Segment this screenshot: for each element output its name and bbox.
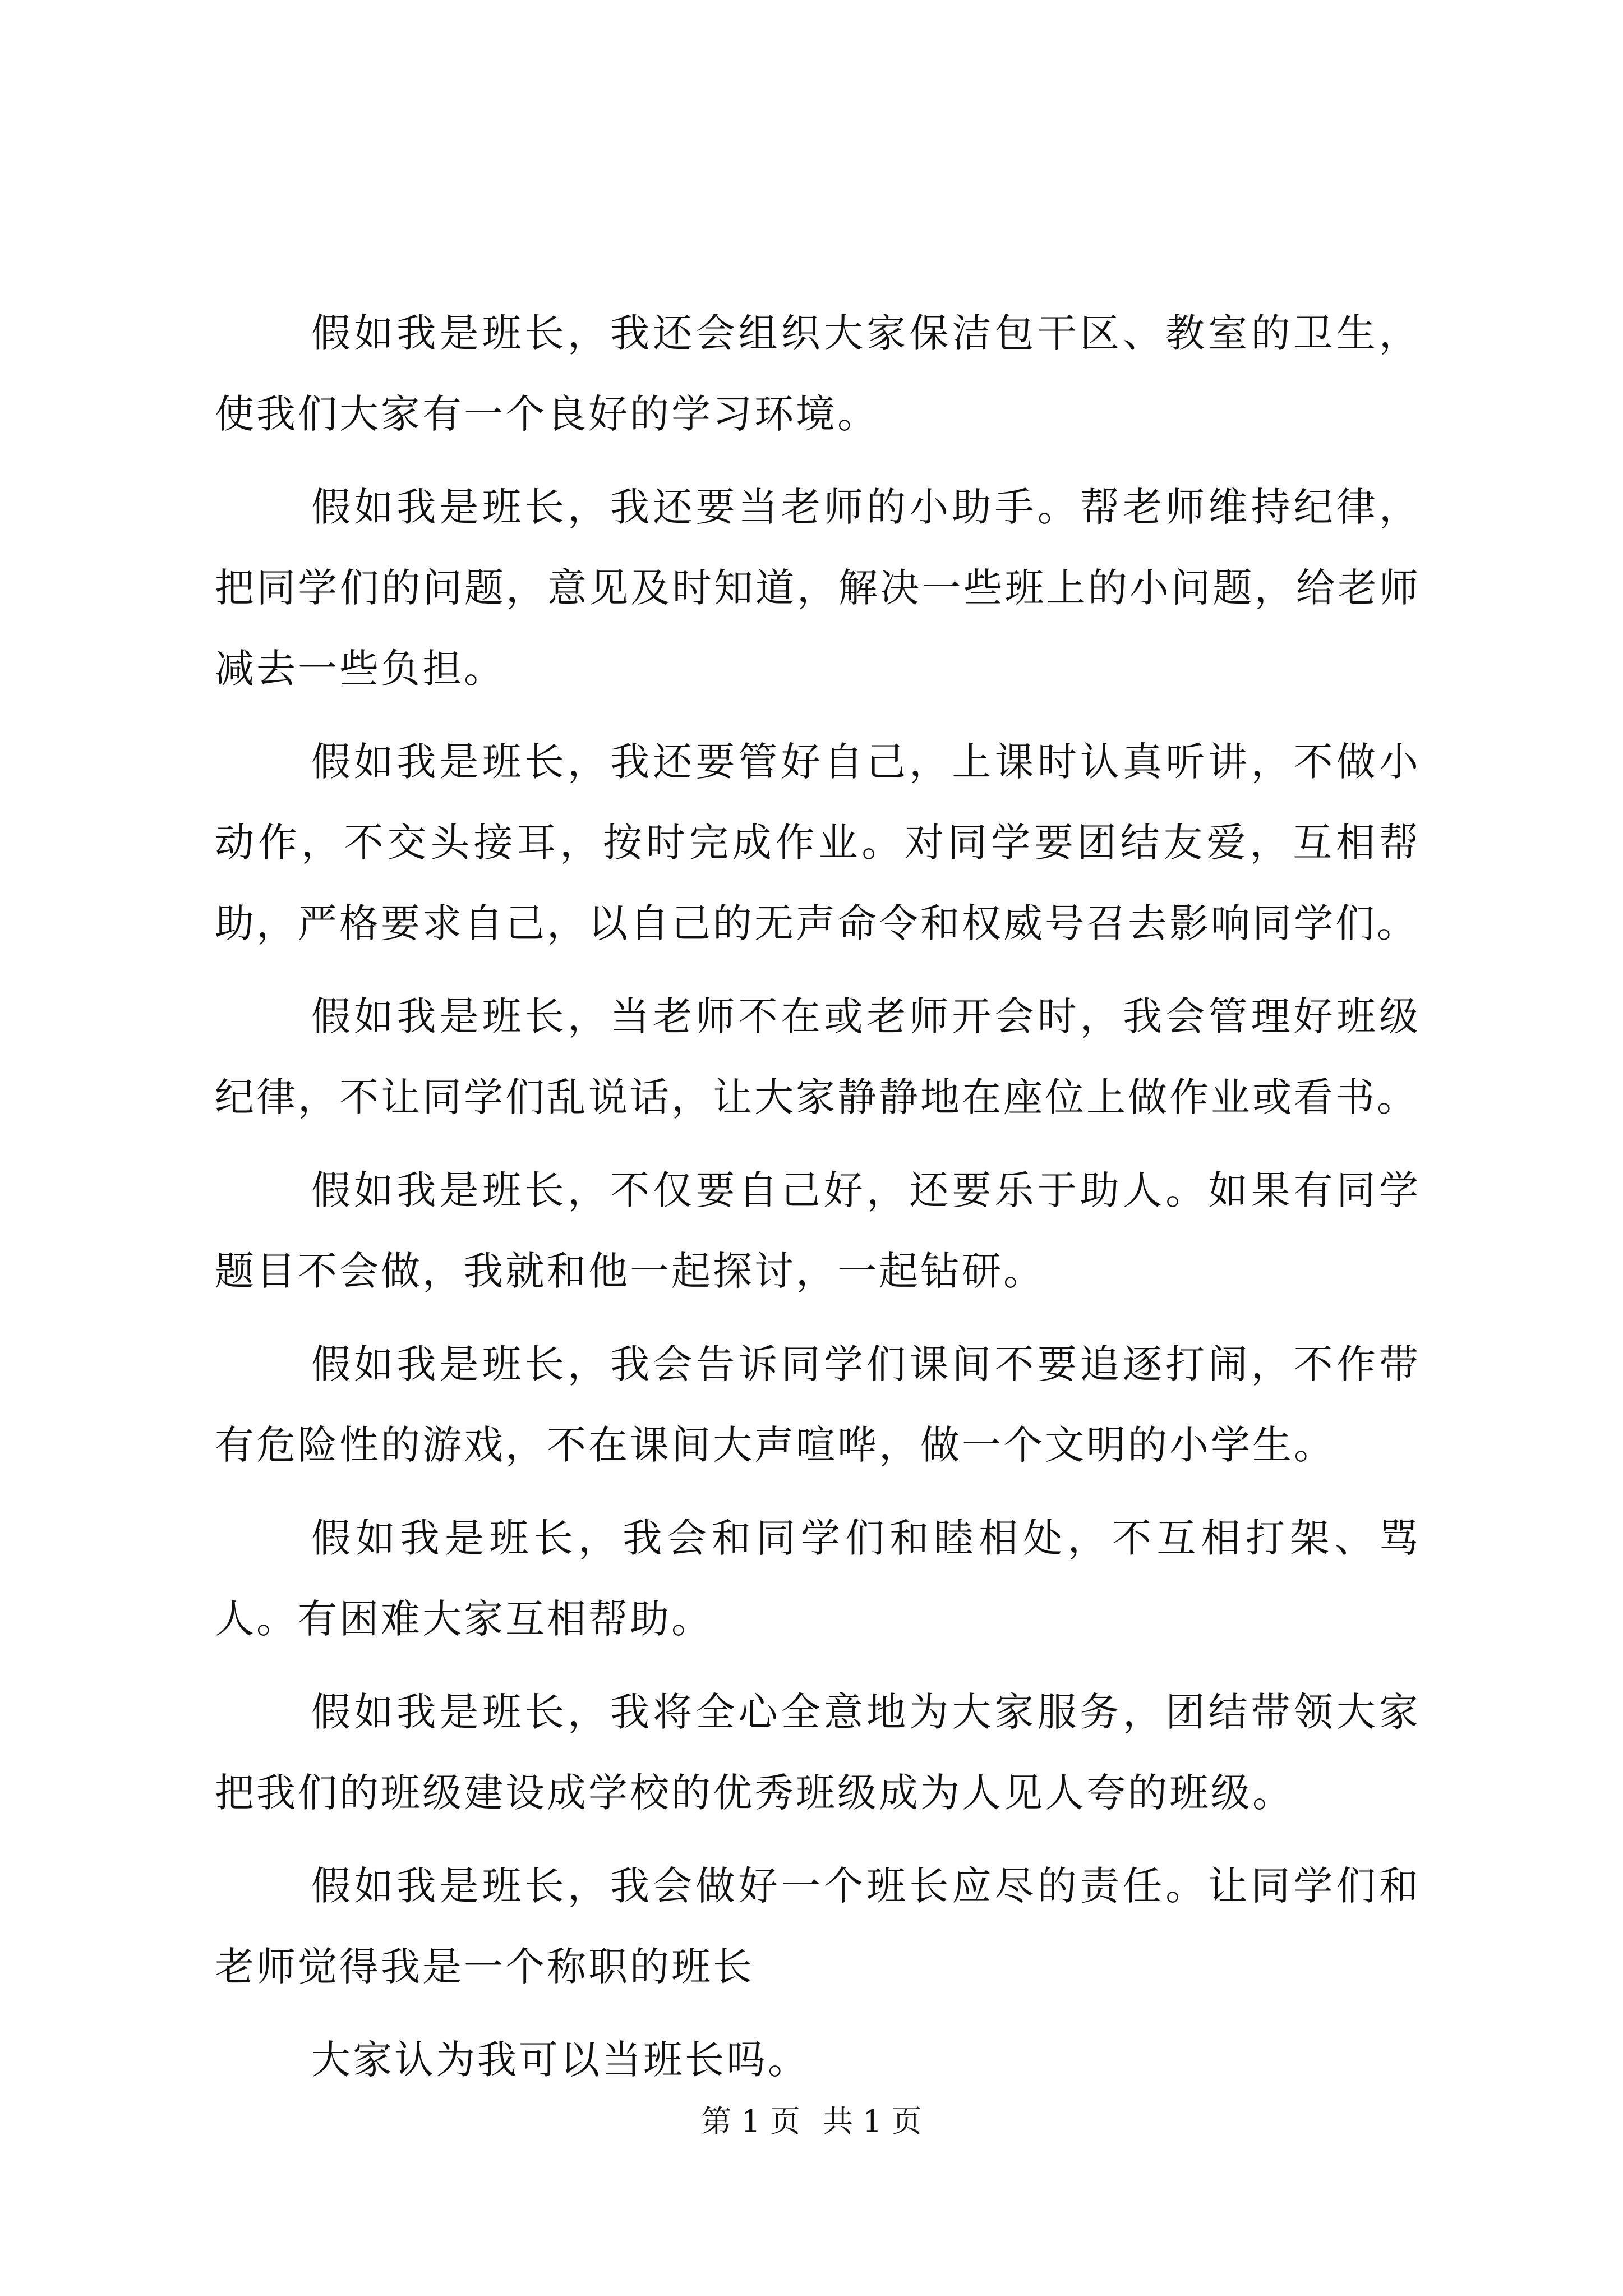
paragraph: 假如我是班长，不仅要自己好，还要乐于助人。如果有同学题目不会做，我就和他一起探讨，一起钻研。 [215, 1167, 1421, 1294]
paragraph: 假如我是班长，我还要管好自己，上课时认真听讲，不做小动作，不交头接耳，按时完成作业。对同学要团结友爱，互相帮助，严格要求自己，以自己的无声命令和权威号召去影响同学们。 [215, 739, 1421, 946]
paragraph: 假如我是班长，我还会组织大家保洁包干区、教室的卫生，使我们大家有一个良好的学习环境。 [215, 310, 1421, 437]
page-number: 第 1 页 [701, 2104, 800, 2139]
paragraph: 假如我是班长，我将全心全意地为大家服务，团结带领大家把我们的班级建设成学校的优秀班级成为人见人夸的班级。 [215, 1689, 1421, 1816]
paragraph: 假如我是班长，我还要当老师的小助手。帮老师维持纪律，把同学们的问题，意见及时知道，解决一些班上的小问题，给老师减去一些负担。 [215, 484, 1421, 692]
page-total: 共 1 页 [823, 2104, 922, 2139]
paragraph: 假如我是班长，我会和同学们和睦相处，不互相打架、骂人。有困难大家互相帮助。 [215, 1515, 1421, 1642]
paragraph: 假如我是班长，当老师不在或老师开会时，我会管理好班级纪律，不让同学们乱说话，让大家静静地在座位上做作业或看书。 [215, 993, 1421, 1120]
paragraph: 假如我是班长，我会做好一个班长应尽的责任。让同学们和老师觉得我是一个称职的班长 [215, 1863, 1421, 1990]
document-body [215, 293, 1421, 2113]
page-footer [0, 2099, 1623, 2144]
paragraph: 假如我是班长，我会告诉同学们课间不要追逐打闹，不作带有危险性的游戏，不在课间大声喧哗，做一个文明的小学生。 [215, 1341, 1421, 1468]
paragraph: 大家认为我可以当班长吗。 [311, 2037, 809, 2083]
